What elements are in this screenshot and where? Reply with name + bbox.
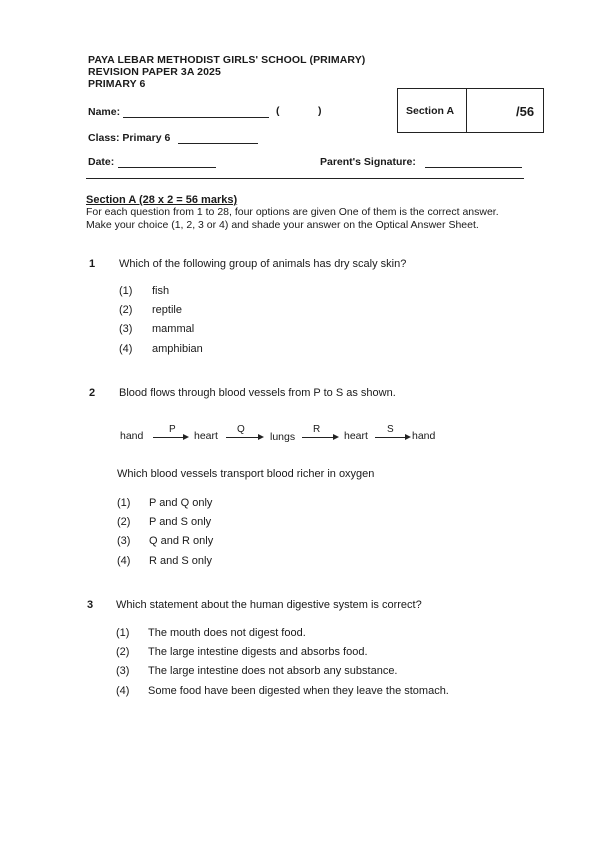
signature-line[interactable] — [425, 167, 522, 168]
section-title: Section A (28 x 2 = 56 marks) — [86, 194, 238, 206]
diagram-arrowhead-q — [258, 434, 264, 440]
q3-option-3-num[interactable]: (3) — [116, 665, 130, 677]
question-2-number: 2 — [89, 387, 96, 399]
q1-option-4-text: amphibian — [152, 343, 203, 355]
q1-option-2-text: reptile — [152, 304, 182, 316]
instruction-line-1: For each question from 1 to 28, four options are given One of them is the correct answer. — [86, 206, 499, 218]
question-1-text: Which of the following group of animals has dry scaly skin? — [119, 258, 407, 270]
q2-option-1-text: P and Q only — [149, 497, 213, 509]
diagram-arrowhead-p — [183, 434, 189, 440]
diagram-arrow-q — [226, 437, 258, 438]
q1-option-1-num[interactable]: (1) — [119, 285, 133, 297]
q2-option-3-num[interactable]: (3) — [117, 535, 131, 547]
diagram-node-heart-2: heart — [344, 430, 368, 442]
q3-option-2-text: The large intestine digests and absorbs food. — [148, 646, 368, 658]
score-box — [397, 88, 544, 133]
class-line[interactable] — [178, 143, 258, 144]
name-label: Name: — [88, 106, 121, 118]
class-label: Class: Primary 6 — [88, 132, 171, 144]
diagram-label-r: R — [313, 424, 321, 435]
q2-option-2-num[interactable]: (2) — [117, 516, 131, 528]
score-box-divider — [466, 89, 467, 132]
question-2-subtext: Which blood vessels transport blood richer in oxygen — [117, 468, 375, 480]
diagram-node-lungs: lungs — [270, 431, 296, 443]
q1-option-3-num[interactable]: (3) — [119, 323, 133, 335]
level-title: PRIMARY 6 — [88, 78, 146, 90]
register-paren-close: ) — [318, 105, 322, 117]
register-paren-open: ( — [276, 105, 280, 117]
q2-option-2-text: P and S only — [149, 516, 212, 528]
q2-option-4-num[interactable]: (4) — [117, 555, 131, 567]
q2-option-1-num[interactable]: (1) — [117, 497, 131, 509]
q1-option-4-num[interactable]: (4) — [119, 343, 133, 355]
q3-option-4-num[interactable]: (4) — [116, 685, 130, 697]
score-box-total: /56 — [516, 104, 535, 119]
diagram-arrow-s — [375, 437, 405, 438]
diagram-arrowhead-r — [333, 434, 339, 440]
q2-option-3-text: Q and R only — [149, 535, 214, 547]
q1-option-3-text: mammal — [152, 323, 195, 335]
question-2-text: Blood flows through blood vessels from P to S as shown. — [119, 387, 396, 399]
signature-label: Parent's Signature: — [320, 156, 416, 168]
question-3-text: Which statement about the human digestive system is correct? — [116, 599, 422, 611]
date-label: Date: — [88, 156, 115, 168]
diagram-label-s: S — [387, 424, 394, 435]
header-separator — [86, 178, 524, 179]
instruction-line-2: Make your choice (1, 2, 3 or 4) and shade your answer on the Optical Answer Sheet. — [86, 219, 479, 231]
q3-option-1-num[interactable]: (1) — [116, 627, 130, 639]
date-line[interactable] — [118, 167, 216, 168]
school-name: PAYA LEBAR METHODIST GIRLS' SCHOOL (PRIMARY) — [88, 54, 366, 66]
diagram-arrow-p — [153, 437, 183, 438]
name-line[interactable] — [123, 117, 269, 118]
q2-option-4-text: R and S only — [149, 555, 212, 567]
q3-option-3-text: The large intestine does not absorb any substance. — [148, 665, 398, 677]
diagram-node-hand-start: hand — [120, 430, 144, 442]
diagram-label-q: Q — [237, 424, 245, 435]
diagram-node-heart-1: heart — [194, 430, 218, 442]
q3-option-4-text: Some food have been digested when they leave the stomach. — [148, 685, 449, 697]
q1-option-2-num[interactable]: (2) — [119, 304, 133, 316]
question-3-number: 3 — [87, 599, 94, 611]
score-box-section: Section A — [406, 105, 455, 117]
diagram-node-hand-end: hand — [412, 430, 436, 442]
diagram-arrow-r — [302, 437, 333, 438]
q3-option-2-num[interactable]: (2) — [116, 646, 130, 658]
question-1-number: 1 — [89, 258, 96, 270]
q1-option-1-text: fish — [152, 285, 170, 297]
q3-option-1-text: The mouth does not digest food. — [148, 627, 306, 639]
diagram-label-p: P — [169, 424, 176, 435]
diagram-arrowhead-s — [405, 434, 411, 440]
paper-title: REVISION PAPER 3A 2025 — [88, 66, 221, 78]
